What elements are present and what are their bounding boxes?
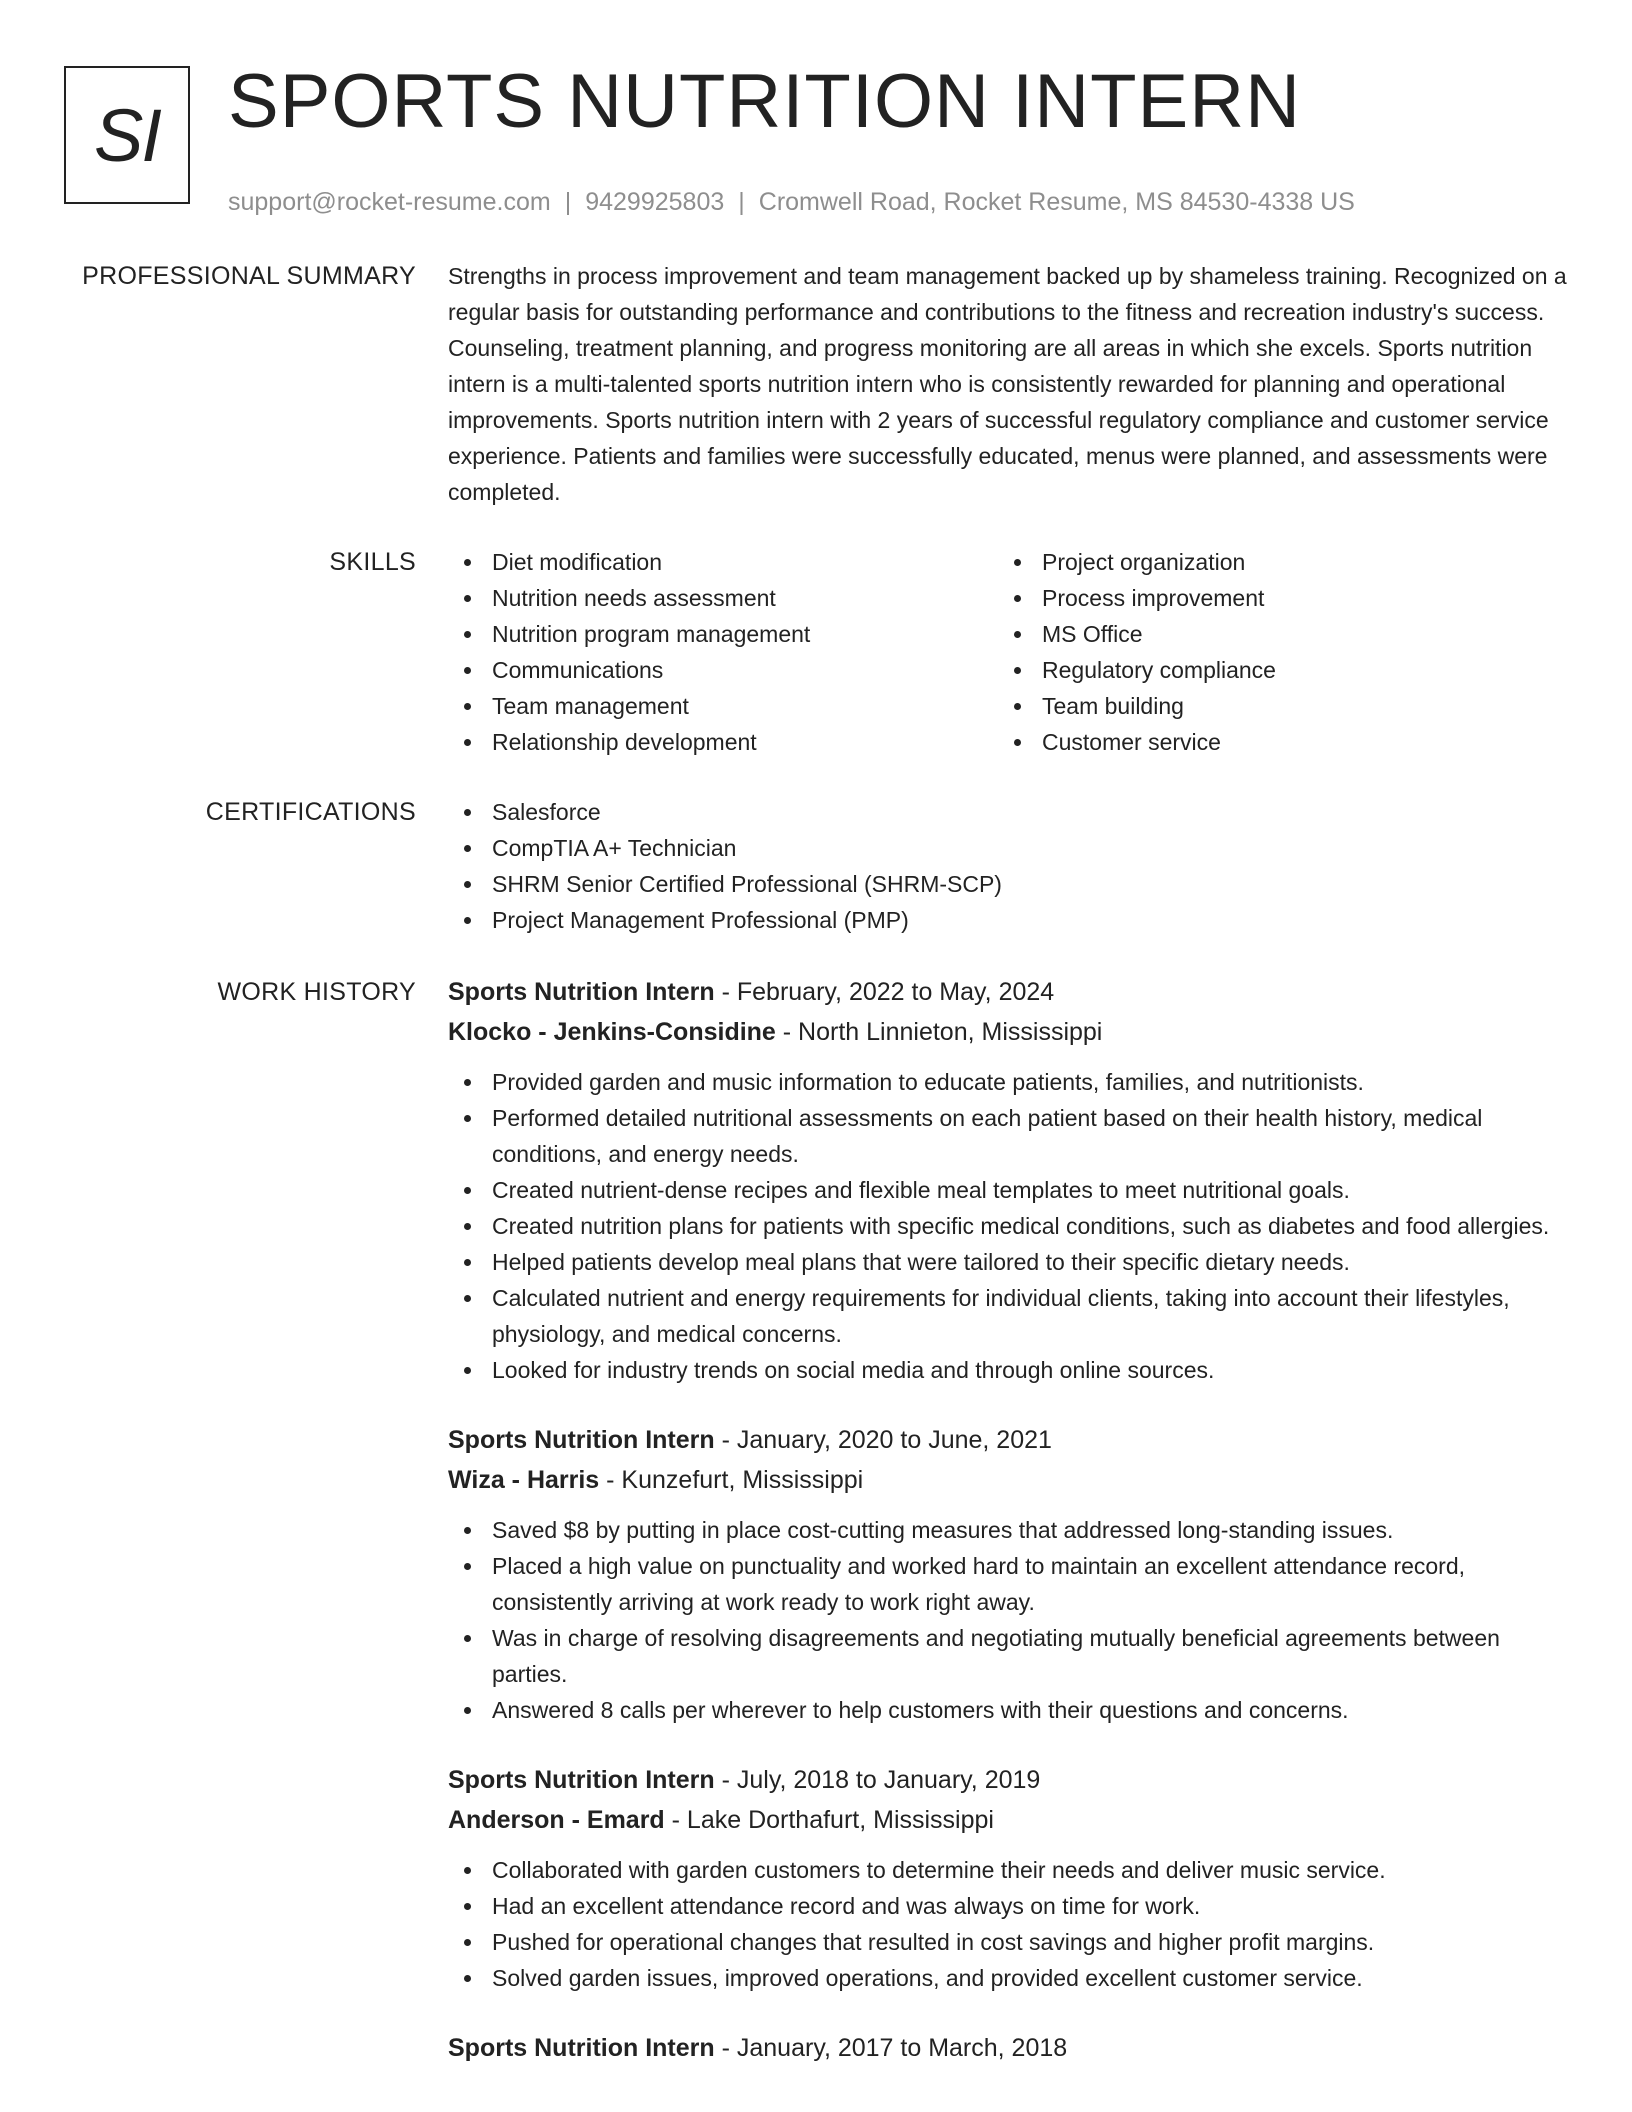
skill-item: Nutrition needs assessment — [448, 580, 998, 616]
job-dates: - January, 2017 to March, 2018 — [714, 2034, 1068, 2062]
job-title: Sports Nutrition Intern — [448, 2034, 715, 2062]
job-bullet: Placed a high value on punctuality and worked hard to maintain an excellent attendance record, consistently arriving at work ready to work right away. — [448, 1548, 1568, 1620]
job-entry — [448, 2028, 1568, 2068]
certification-item: Salesforce — [448, 794, 1568, 830]
job-entry — [448, 972, 1568, 1388]
job-company: Anderson - Emard — [448, 1806, 665, 1834]
skill-item: Communications — [448, 652, 998, 688]
skills-left-column — [448, 544, 998, 760]
section-label-certifications: CERTIFICATIONS — [205, 798, 416, 826]
job-title: Sports Nutrition Intern — [448, 1426, 715, 1454]
job-bullet: Calculated nutrient and energy requirements for individual clients, taking into account their lifestyles, physiology, and medical concerns. — [448, 1280, 1568, 1352]
job-dates: - January, 2020 to June, 2021 — [714, 1426, 1052, 1454]
contact-email: support@rocket-resume.com — [228, 188, 551, 216]
skill-item: Process improvement — [998, 580, 1548, 616]
job-title-line — [448, 972, 1568, 1012]
work-history-body — [448, 972, 1568, 2068]
skill-item: Relationship development — [448, 724, 998, 760]
skill-item: Team building — [998, 688, 1548, 724]
job-entry — [448, 1760, 1568, 1996]
certifications-body — [448, 794, 1568, 938]
skill-item: Customer service — [998, 724, 1548, 760]
header — [228, 58, 1598, 217]
contact-separator: | — [564, 188, 572, 216]
job-bullet: Looked for industry trends on social media and through online sources. — [448, 1352, 1568, 1388]
job-company-line — [448, 1800, 1568, 1840]
job-title: Sports Nutrition Intern — [448, 1766, 715, 1794]
summary-body — [448, 258, 1568, 510]
job-entry — [448, 1420, 1568, 1728]
monogram-box — [64, 66, 190, 204]
job-bullet: Answered 8 calls per wherever to help customers with their questions and concerns. — [448, 1692, 1568, 1728]
certifications-list — [448, 794, 1568, 938]
job-company: Klocko - Jenkins-Considine — [448, 1018, 776, 1046]
section-label-summary: PROFESSIONAL SUMMARY — [82, 262, 416, 290]
certification-item: Project Management Professional (PMP) — [448, 902, 1568, 938]
job-company-line — [448, 1012, 1568, 1052]
contact-line — [228, 188, 1598, 217]
job-location: - North Linnieton, Mississippi — [775, 1018, 1103, 1046]
section-label-work-history: WORK HISTORY — [217, 978, 416, 1006]
contact-address: Cromwell Road, Rocket Resume, MS 84530-4338 US — [758, 188, 1355, 216]
skill-item: Diet modification — [448, 544, 998, 580]
certification-item: CompTIA A+ Technician — [448, 830, 1568, 866]
job-bullets — [448, 1512, 1568, 1728]
job-bullet: Solved garden issues, improved operations, and provided excellent customer service. — [448, 1960, 1568, 1996]
section-certifications — [0, 794, 1632, 938]
section-work-history — [0, 972, 1632, 2068]
job-bullet: Had an excellent attendance record and was always on time for work. — [448, 1888, 1568, 1924]
job-bullet: Provided garden and music information to educate patients, families, and nutritionists. — [448, 1064, 1568, 1100]
job-bullets — [448, 1064, 1568, 1388]
job-title-line — [448, 1760, 1568, 1800]
skill-item: Project organization — [998, 544, 1548, 580]
job-bullet: Created nutrition plans for patients with specific medical conditions, such as diabetes and food allergies. — [448, 1208, 1568, 1244]
job-bullet: Helped patients develop meal plans that were tailored to their specific dietary needs. — [448, 1244, 1568, 1280]
monogram-initials: SI — [94, 93, 160, 177]
skill-item: Regulatory compliance — [998, 652, 1548, 688]
contact-separator: | — [738, 188, 745, 216]
skill-item: Nutrition program management — [448, 616, 998, 652]
job-location: - Kunzefurt, Mississippi — [599, 1466, 864, 1494]
resume-content — [0, 258, 1632, 2068]
certification-item: SHRM Senior Certified Professional (SHRM-SCP) — [448, 866, 1568, 902]
job-bullets — [448, 1852, 1568, 1996]
candidate-name: SPORTS NUTRITION INTERN — [228, 59, 1301, 144]
summary-text: Strengths in process improvement and team management backed up by shameless training. Recognized on a regular basis for outstanding performance and contributions to the fitness and recreation industry's success. Counseling, treatment planning, and progress monitoring are all areas in which she excels. Sports nutrition intern is a multi-talented sports nutrition intern who is consistently rewarded for planning and operational improvements. Sports nutrition intern with 2 years of successful regulatory compliance and customer service experience. Patients and families were successfully educated, menus were planned, and assessments were completed. — [448, 263, 1567, 505]
job-bullet: Created nutrient-dense recipes and flexible meal templates to meet nutritional goals. — [448, 1172, 1568, 1208]
skills-grid — [448, 544, 1568, 760]
job-bullet: Was in charge of resolving disagreements and negotiating mutually beneficial agreements between parties. — [448, 1620, 1568, 1692]
contact-phone: 9429925803 — [585, 188, 725, 216]
job-company: Wiza - Harris — [448, 1466, 600, 1494]
section-skills — [0, 544, 1632, 760]
job-bullet: Performed detailed nutritional assessments on each patient based on their health history, medical conditions, and energy needs. — [448, 1100, 1568, 1172]
skill-item: MS Office — [998, 616, 1548, 652]
job-bullet: Saved $8 by putting in place cost-cutting measures that addressed long-standing issues. — [448, 1512, 1568, 1548]
skill-item: Team management — [448, 688, 998, 724]
job-dates: - February, 2022 to May, 2024 — [714, 978, 1055, 1006]
job-dates: - July, 2018 to January, 2019 — [714, 1766, 1041, 1794]
skills-right-column — [998, 544, 1548, 760]
job-company-line — [448, 1460, 1568, 1500]
section-summary — [0, 258, 1632, 510]
job-bullet: Pushed for operational changes that resulted in cost savings and higher profit margins. — [448, 1924, 1568, 1960]
job-bullet: Collaborated with garden customers to determine their needs and deliver music service. — [448, 1852, 1568, 1888]
job-title-line — [448, 2028, 1568, 2068]
job-title-line — [448, 1420, 1568, 1460]
job-title: Sports Nutrition Intern — [448, 978, 715, 1006]
job-location: - Lake Dorthafurt, Mississippi — [664, 1806, 994, 1834]
section-label-skills: SKILLS — [329, 548, 416, 576]
